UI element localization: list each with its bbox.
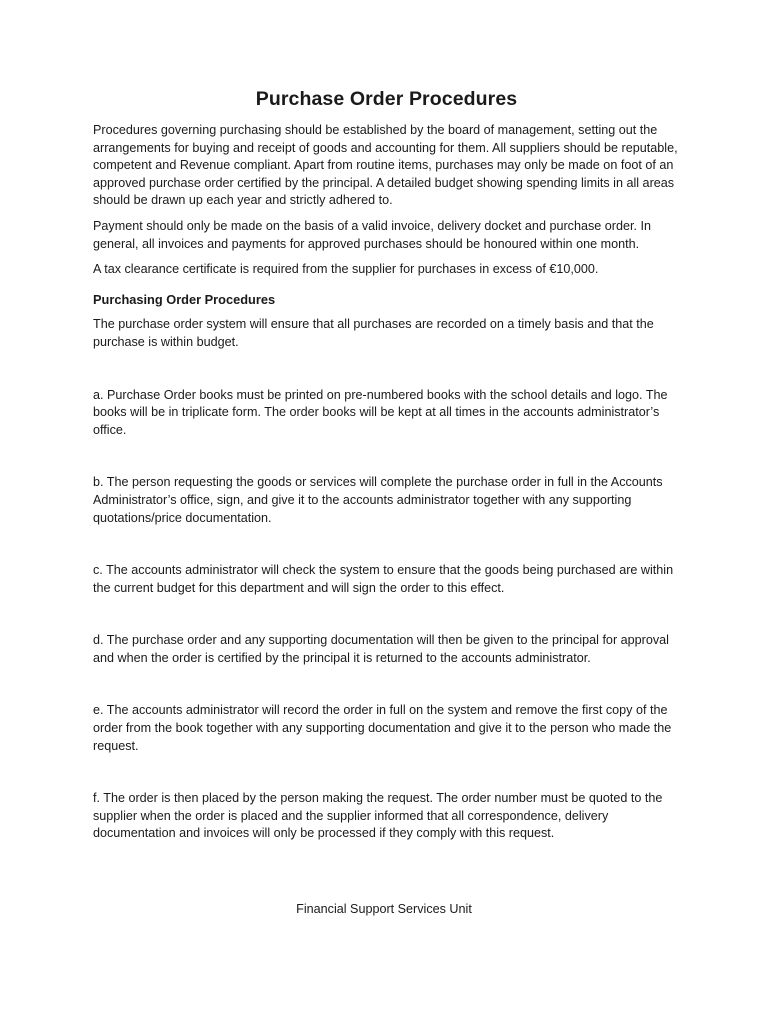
procedure-step: d. The purchase order and any supporting documentation will then be given to the principal for approval and when the order is certified by the principal it is returned to the accounts administrator.: [93, 633, 669, 665]
intro-paragraph: Procedures governing purchasing should be established by the board of management, setting out the arrangements for buying and receipt of goods and accounting for them. All suppliers should be reputable, competent and Revenue compliant. Apart from routine items, purchases may only be made on foot of an approved purchase order certified by the principal. A detailed budget showing spending limits in all areas should be drawn up each year and strictly adhered to.: [93, 123, 678, 208]
procedure-step: f. The order is then placed by the person making the request. The order number must be quoted to the supplier when the order is placed and the supplier informed that all correspondence, delivery documentation and invoices will only be processed if they comply with this request.: [93, 791, 663, 841]
procedure-step: c. The accounts administrator will check the system to ensure that the goods being purchased are within the current budget for this department and will sign the order to this effect.: [93, 563, 674, 595]
procedure-step: a. Purchase Order books must be printed on pre-numbered books with the school details and logo. The books will be in triplicate form. The order books will be kept at all times in the accounts administrator’s office.: [93, 387, 668, 437]
document-title: Purchase Order Procedures: [255, 88, 518, 110]
page-footer: Financial Support Services Unit: [296, 902, 472, 916]
section-heading: Purchasing Order Procedures: [93, 291, 276, 307]
procedure-step: b. The person requesting the goods or services will complete the purchase order in full in the Accounts Administrator’s office, sign, and give it to the accounts administrator together with any supporting quotations/price documentation.: [93, 475, 663, 525]
procedure-step: e. The accounts administrator will record the order in full on the system and remove the first copy of the order from the book together with any supporting documentation and give it to the person who made the request.: [93, 703, 672, 753]
intro-paragraph: A tax clearance certificate is required from the supplier for purchases in excess of €10,000.: [93, 262, 599, 277]
intro-paragraph: Payment should only be made on the basis of a valid invoice, delivery docket and purchase order. In general, all invoices and payments for approved purchases should be honoured within one month.: [93, 218, 651, 251]
section-intro: The purchase order system will ensure that all purchases are recorded on a timely basis and that the purchase is within budget.: [93, 317, 654, 349]
